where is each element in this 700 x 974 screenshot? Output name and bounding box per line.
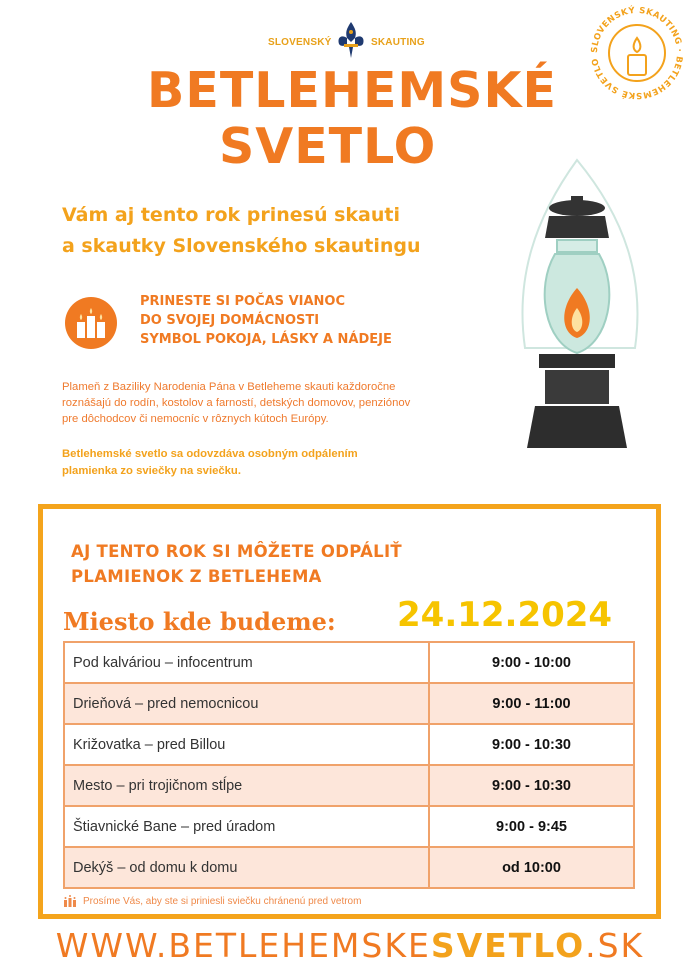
time-cell: 9:00 - 9:45	[496, 818, 567, 835]
brand-name-left: SLOVENSKÝ	[268, 37, 332, 48]
time-cell: 9:00 - 10:00	[492, 654, 571, 671]
table-row	[65, 848, 633, 889]
table-row	[65, 725, 633, 766]
subtitle-line1: Vám aj tento rok prinesú skauti	[62, 204, 401, 226]
bring-line1: PRINESTE SI POČAS VIANOC	[140, 294, 345, 309]
time-cell: 9:00 - 11:00	[492, 695, 571, 712]
url-part3: .SK	[585, 926, 645, 965]
candle-note	[63, 895, 361, 907]
schedule-heading	[71, 539, 591, 589]
place-cell: Štiavnické Bane – pred úradom	[65, 807, 430, 846]
schedule-box	[38, 504, 661, 919]
table-row	[65, 807, 633, 848]
place-cell: Drieňová – pred nemocnicou	[65, 684, 430, 723]
bring-line3: SYMBOL POKOJA, LÁSKY A NÁDEJE	[140, 332, 392, 347]
time-cell: od 10:00	[502, 859, 561, 876]
passing-line1: Betlehemské svetlo sa odovzdáva osobným odpálením	[62, 448, 358, 460]
candle-note-text: Prosíme Vás, aby ste si priniesli sviečku chránenú pred vetrom	[83, 895, 362, 907]
description-paragraph	[62, 379, 482, 427]
time-cell: 9:00 - 10:30	[492, 736, 571, 753]
time-cell: 9:00 - 10:30	[492, 777, 571, 794]
url-part1: WWW.BETLEHEMSKE	[55, 926, 431, 965]
brand-name-right: SKAUTING	[371, 37, 425, 48]
place-cell: Dekýš – od domu k domu	[65, 848, 430, 887]
bring-message	[140, 292, 460, 349]
page-title-line2: SVETLO	[219, 118, 437, 175]
badge-ring-text: SLOVENSKÝ SKAUTING · BETLEHEMSKÉ SVETLO	[589, 5, 685, 101]
table-row	[65, 684, 633, 725]
place-cell: Pod kalváriou – infocentrum	[65, 643, 430, 682]
passing-paragraph	[62, 446, 482, 480]
candles-icon	[64, 296, 118, 350]
place-cell: Mesto – pri trojičnom stĺpe	[65, 766, 430, 805]
subtitle	[62, 200, 482, 262]
passing-line2: plamienka zo sviečky na sviečku.	[62, 465, 241, 477]
schedule-table	[63, 641, 635, 889]
subtitle-line2: a skautky Slovenského skautingu	[62, 235, 421, 257]
scout-fleur-de-lis-icon	[333, 20, 369, 60]
description-line2: roznášajú do rodín, kostolov a farností, detských domovov, penziónov	[62, 397, 411, 409]
schedule-heading-line1: AJ TENTO ROK SI MÔŽETE ODPÁLIŤ	[71, 542, 402, 561]
place-cell: Križovatka – pred Billou	[65, 725, 430, 764]
candles-small-icon	[63, 895, 77, 907]
schedule-heading-line2: PLAMIENOK Z BETLEHEMA	[71, 567, 322, 586]
page-title-line1: BETLEHEMSKÉ	[147, 62, 557, 119]
table-row	[65, 643, 633, 684]
location-label: Miesto kde budeme:	[63, 607, 336, 636]
website-url[interactable]	[0, 926, 700, 965]
bring-line2: DO SVOJEJ DOMÁCNOSTI	[140, 313, 320, 328]
table-row	[65, 766, 633, 807]
event-date: 24.12.2024	[397, 595, 613, 635]
lantern-illustration	[505, 158, 655, 458]
description-line3: pre dôchodcov či nemocníc v rôznych kútoch Európy.	[62, 413, 329, 425]
url-part2: SVETLO	[430, 926, 586, 965]
description-line1: Plameň z Baziliky Narodenia Pána v Betleheme skauti každoročne	[62, 381, 396, 393]
